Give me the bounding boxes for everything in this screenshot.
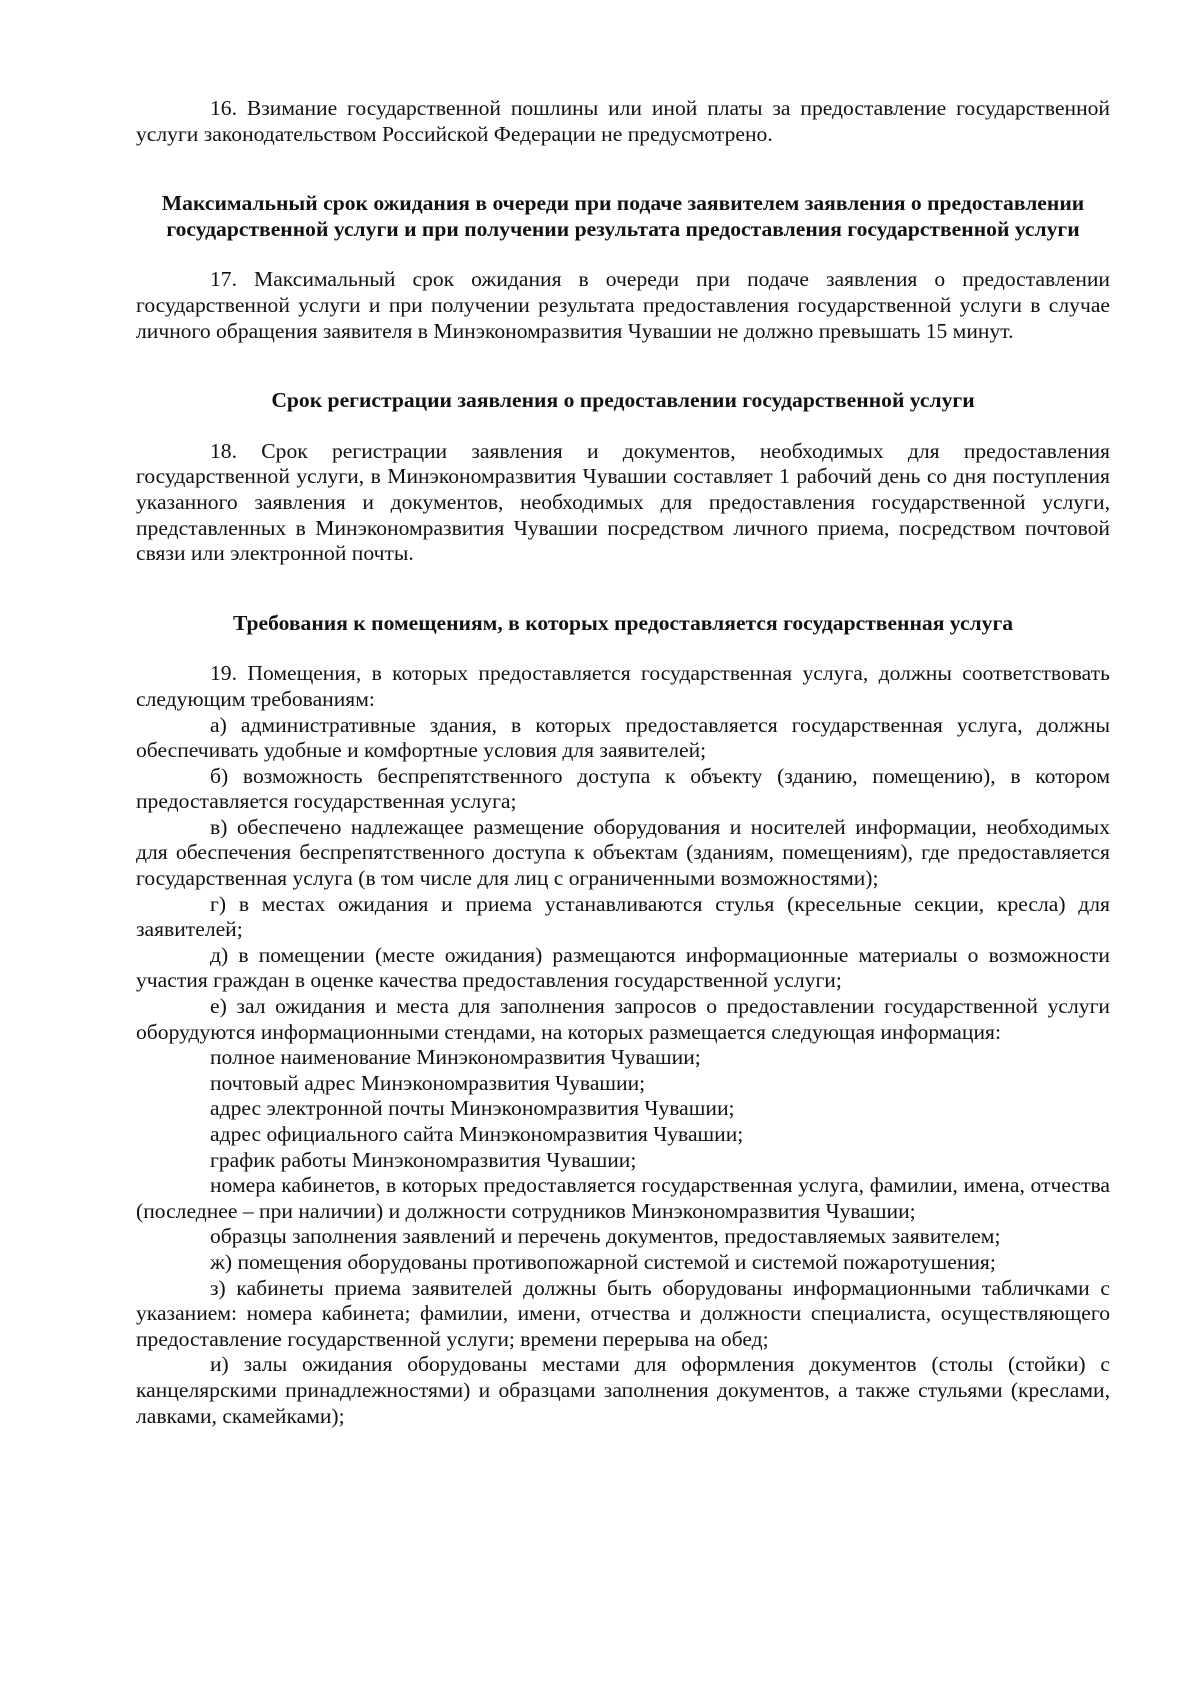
heading-queue-time: Максимальный срок ожидания в очереди при подаче заявителем заявления о предоставлении государственной услуги и при получении результата предоставления государственной услуги xyxy=(161,191,1085,241)
paragraph-19: 19. Помещения, в которых предоставляется государственная услуга, должны соответствовать следующим требованиям: xyxy=(136,661,1110,711)
paragraph-19-cabinets: номера кабинетов, в которых предоставляется государственная услуга, фамилии, имена, отчества (последнее – при наличии) и должности сотрудников Минэкономразвития Чувашии; xyxy=(136,1173,1110,1223)
paragraph-19-zh: ж) помещения оборудованы противопожарной системой и системой пожаротушения; xyxy=(210,1249,996,1274)
paragraph-16: 16. Взимание государственной пошлины или иной платы за предоставление государственной услуги законодательством Российской Федерации не предусмотрено. xyxy=(136,96,1110,146)
paragraph-18: 18. Срок регистрации заявления и документов, необходимых для предоставления государственной услуги, в Минэкономразвития Чувашии составляет 1 рабочий день со дня поступления указанного заявления и документов, необходимых для предоставления государственной услуги, представленных в Минэкономразвития Чувашии посредством личного приема, посредством почтовой связи или электронной почты. xyxy=(136,438,1110,566)
document-page xyxy=(136,96,1110,1429)
paragraph-19-g: г) в местах ожидания и приема устанавливаются стулья (кресельные секции, кресла) для заявителей; xyxy=(136,891,1110,942)
heading-premises-requirements: Требования к помещениям, в которых предоставляется государственная услуга xyxy=(232,610,1014,635)
paragraph-19-a: а) административные здания, в которых предоставляется государственная услуга, должны обеспечивать удобные и комфортные условия для заявителей; xyxy=(136,712,1110,763)
paragraph-19-e: е) зал ожидания и места для заполнения запросов о предоставлении государственной услуги оборудуются информационными стендами, на которых размещается следующая информация: xyxy=(136,994,1110,1044)
heading-registration-time: Срок регистрации заявления о предоставлении государственной услуги xyxy=(271,388,975,413)
paragraph-19-b: б) возможность беспрепятственного доступа к объекту (зданию, помещению), в котором предоставляется государственная услуга; xyxy=(136,763,1110,814)
info-item: полное наименование Минэкономразвития Чувашии; xyxy=(210,1045,701,1070)
info-item: почтовый адрес Минэкономразвития Чувашии; xyxy=(210,1070,646,1095)
paragraph-19-v: в) обеспечено надлежащее размещение оборудования и носителей информации, необходимых для обеспечения беспрепятственного доступа к объектам (зданиям, помещениям), где предоставляется государственная услуга (в том числе для лиц с ограниченными возможностями); xyxy=(136,814,1110,891)
info-item: адрес официального сайта Минэкономразвития Чувашии; xyxy=(210,1122,744,1146)
info-item: адрес электронной почты Минэкономразвития Чувашии; xyxy=(210,1096,735,1121)
paragraph-19-i: и) залы ожидания оборудованы местами для оформления документов (столы (стойки) с канцелярскими принадлежностями) и образцами заполнения документов, а также стульями (креслами, лавками, скамейками); xyxy=(136,1352,1110,1428)
info-item: график работы Минэкономразвития Чувашии; xyxy=(210,1147,637,1172)
paragraph-17: 17. Максимальный срок ожидания в очереди при подаче заявления о предоставлении государственной услуги и при получении результата предоставления государственной услуги в случае личного обращения заявителя в Минэкономразвития Чувашии не должно превышать 15 минут. xyxy=(136,267,1110,343)
paragraph-19-d: д) в помещении (месте ожидания) размещаются информационные материалы о возможности участия граждан в оценке качества предоставления государственной услуги; xyxy=(136,942,1110,993)
paragraph-19-z: з) кабинеты приема заявителей должны быть оборудованы информационными табличками с указанием: номера кабинета; фамилии, имени, отчества и должности специалиста, осуществляющего предоставление государственной услуги; времени перерыва на обед; xyxy=(136,1275,1110,1351)
paragraph-19-samples: образцы заполнения заявлений и перечень документов, предоставляемых заявителем; xyxy=(210,1224,1001,1249)
